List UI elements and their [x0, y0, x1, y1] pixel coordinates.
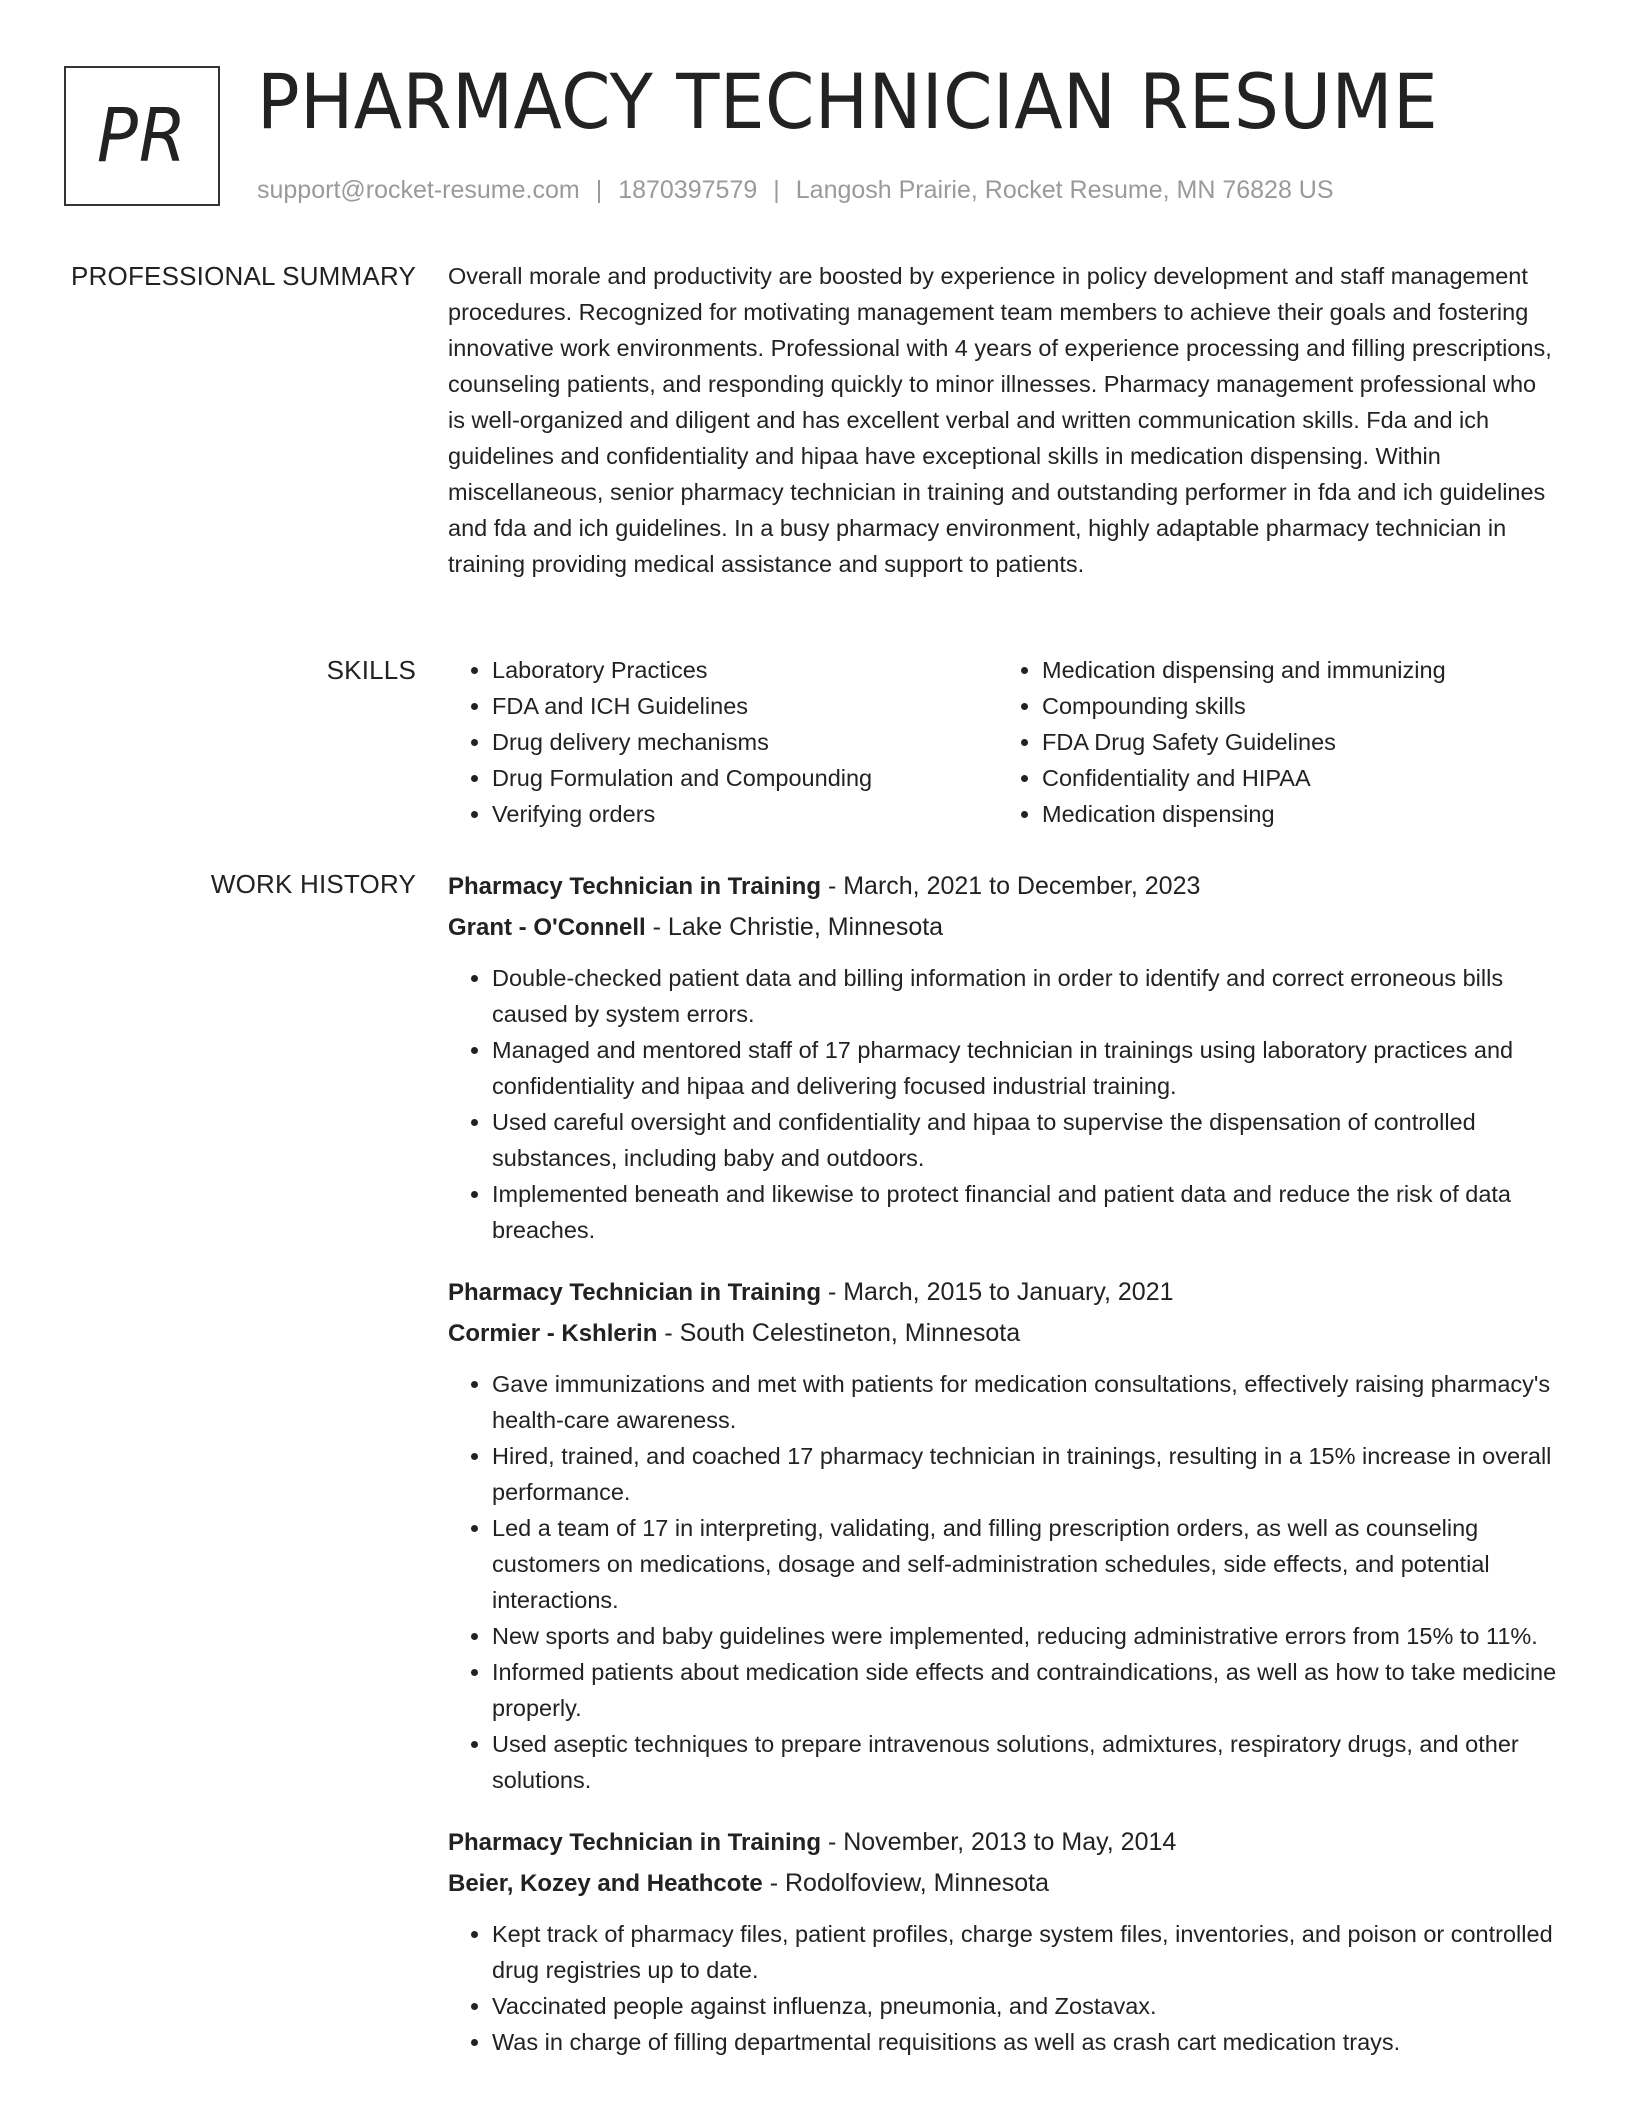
skill-item: • FDA and ICH Guidelines: [492, 688, 998, 724]
job-location: - South Celestineton, Minnesota: [657, 1319, 1021, 1347]
job-bullet: • Managed and mentored staff of 17 pharmacy technician in trainings using laboratory practices and confidentiality and hipaa and delivering focused industrial training.: [492, 1032, 1558, 1104]
skills-grid: [448, 652, 1558, 832]
job-bullet: • Informed patients about medication side effects and contraindications, as well as how to take medicine properly.: [492, 1654, 1558, 1726]
job-title-line: [448, 866, 1558, 907]
job-company-line: [448, 1863, 1558, 1904]
job-company-line: [448, 1313, 1558, 1354]
job-bullet: • Hired, trained, and coached 17 pharmacy technician in trainings, resulting in a 15% increase in overall performance.: [492, 1438, 1558, 1510]
skill-item: • Confidentiality and HIPAA: [1042, 760, 1548, 796]
job-title: Pharmacy Technician in Training: [448, 1829, 821, 1856]
job-dates: - March, 2015 to January, 2021: [821, 1278, 1174, 1306]
job-bullet: • Gave immunizations and met with patients for medication consultations, effectively raising pharmacy's health-care awareness.: [492, 1366, 1558, 1438]
skill-item: • Medication dispensing: [1042, 796, 1548, 832]
job-bullet: • Kept track of pharmacy files, patient profiles, charge system files, inventories, and poison or controlled drug registries up to date.: [492, 1916, 1558, 1988]
resume-title: PHARMACY TECHNICIAN RESUME: [257, 57, 1439, 146]
contact-line: [257, 173, 1334, 207]
work-history-heading: WORK HISTORY: [210, 869, 416, 899]
summary-body: [448, 258, 1558, 582]
job-bullets: [448, 1916, 1558, 2060]
job-company: Cormier - Kshlerin: [448, 1320, 658, 1347]
skill-item: • Laboratory Practices: [492, 652, 998, 688]
job-bullets: [448, 960, 1558, 1248]
summary-heading: PROFESSIONAL SUMMARY: [71, 261, 416, 291]
skills-body: [448, 652, 1558, 832]
job-bullet: • Vaccinated people against influenza, pneumonia, and Zostavax.: [492, 1988, 1558, 2024]
skills-list-right: [998, 652, 1548, 832]
job-company: Beier, Kozey and Heathcote: [448, 1870, 763, 1897]
monogram-initials: PR: [96, 93, 188, 179]
job-title-line: [448, 1272, 1558, 1313]
job-bullet: • Used careful oversight and confidentiality and hipaa to supervise the dispensation of controlled substances, including baby and outdoors.: [492, 1104, 1558, 1176]
skill-item: • Medication dispensing and immunizing: [1042, 652, 1548, 688]
job-entry: [448, 866, 1558, 1248]
job-bullet: • New sports and baby guidelines were implemented, reducing administrative errors from 15% to 11%.: [492, 1618, 1558, 1654]
contact-address: Langosh Prairie, Rocket Resume, MN 76828 US: [795, 176, 1334, 204]
summary-text: Overall morale and productivity are boosted by experience in policy development and staff management procedures. Recognized for motivating management team members to achieve their goals and fostering innovative work environments. Professional with 4 years of experience processing and filling prescriptions, counseling patients, and responding quickly to minor illnesses. Pharmacy management professional who is well-organized and diligent and has excellent verbal and written communication skills. Fda and ich guidelines and confidentiality and hipaa have exceptional skills in medication dispensing. Within miscellaneous, senior pharmacy technician in training and outstanding performer in fda and ich guidelines and fda and ich guidelines. In a busy pharmacy environment, highly adaptable pharmacy technician in training providing medical assistance and support to patients.: [448, 263, 1552, 577]
job-title: Pharmacy Technician in Training: [448, 1279, 821, 1306]
job-entry: [448, 1272, 1558, 1798]
job-bullets: [448, 1366, 1558, 1798]
job-bullet: • Led a team of 17 in interpreting, validating, and filling prescription orders, as well as counseling customers on medications, dosage and self-administration schedules, side effects, and potential interactions.: [492, 1510, 1558, 1618]
job-bullet: • Double-checked patient data and billing information in order to identify and correct erroneous bills caused by system errors.: [492, 960, 1558, 1032]
contact-phone: 1870397579: [618, 176, 758, 204]
skill-item: • Compounding skills: [1042, 688, 1548, 724]
job-company-line: [448, 907, 1558, 948]
skills-list-left: [448, 652, 998, 832]
job-dates: - March, 2021 to December, 2023: [821, 872, 1201, 900]
skills-heading: SKILLS: [326, 655, 416, 685]
contact-email: support@rocket-resume.com: [257, 176, 580, 204]
job-bullet: • Implemented beneath and likewise to protect financial and patient data and reduce the risk of data breaches.: [492, 1176, 1558, 1248]
job-bullet: • Used aseptic techniques to prepare intravenous solutions, admixtures, respiratory drugs, and other solutions.: [492, 1726, 1558, 1798]
skill-item: • Verifying orders: [492, 796, 998, 832]
job-entry: [448, 1822, 1558, 2060]
monogram-box: [64, 66, 220, 206]
job-company: Grant - O'Connell: [448, 914, 646, 941]
skills-section: [0, 652, 1632, 842]
job-dates: - November, 2013 to May, 2014: [821, 1828, 1177, 1856]
job-title: Pharmacy Technician in Training: [448, 873, 821, 900]
skill-item: • Drug delivery mechanisms: [492, 724, 998, 760]
skill-item: • FDA Drug Safety Guidelines: [1042, 724, 1548, 760]
contact-separator: |: [595, 176, 603, 204]
work-history-body: [448, 866, 1558, 2084]
job-location: - Rodolfoview, Minnesota: [762, 1869, 1050, 1897]
job-bullet: • Was in charge of filling departmental requisitions as well as crash cart medication trays.: [492, 2024, 1558, 2060]
skill-item: • Drug Formulation and Compounding: [492, 760, 998, 796]
job-title-line: [448, 1822, 1558, 1863]
summary-section: [0, 258, 1632, 618]
contact-separator: |: [773, 176, 780, 204]
job-location: - Lake Christie, Minnesota: [645, 913, 944, 941]
work-history-section: [0, 866, 1632, 2112]
